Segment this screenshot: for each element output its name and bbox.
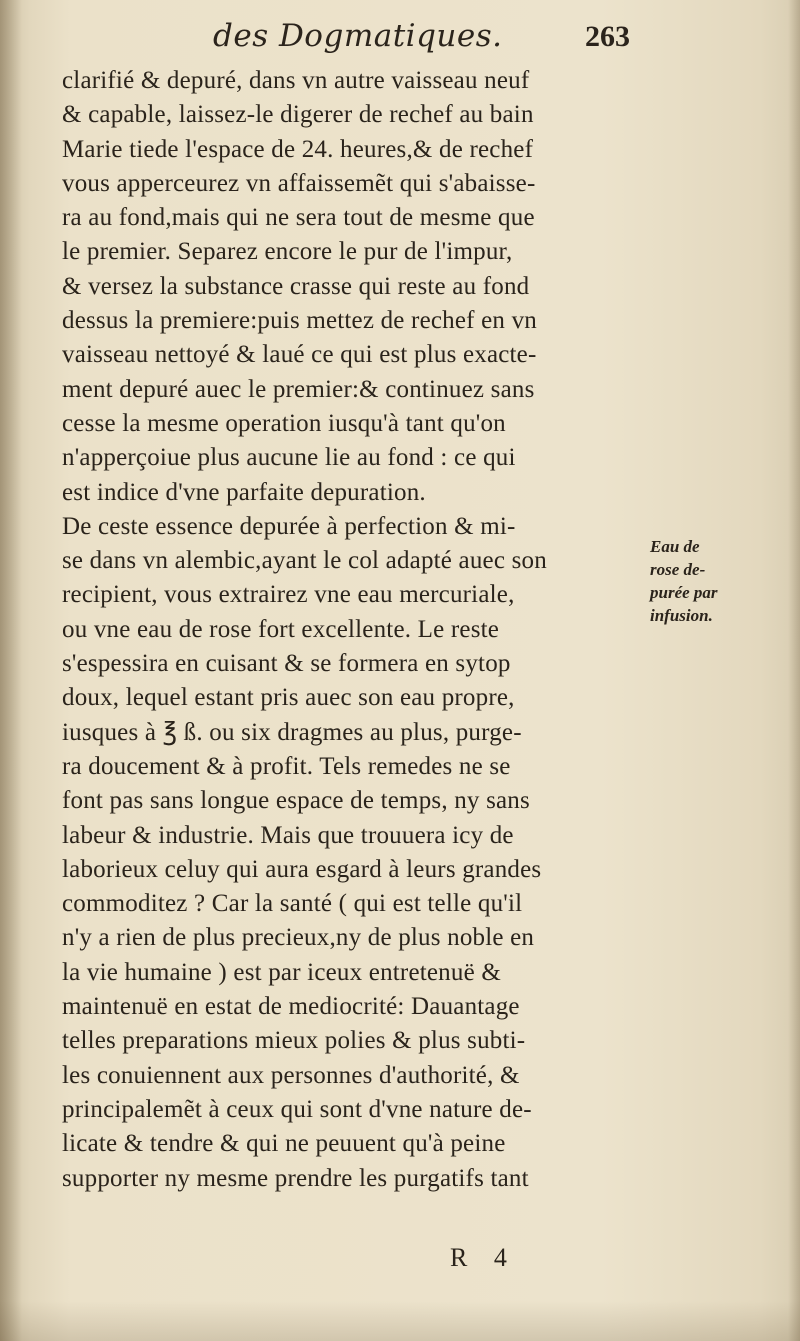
text-line: licate & tendre & qui ne peuuent qu'à peine bbox=[62, 1130, 506, 1158]
text-line: De ceste essence depurée à perfection & mi- bbox=[62, 512, 516, 540]
text-line: commoditez ? Car la santé ( qui est telle qu'il bbox=[62, 890, 523, 918]
text-line: cesse la mesme operation iusqu'à tant qu'on bbox=[62, 409, 506, 437]
text-line: le premier. Separez encore le pur de l'impur, bbox=[62, 238, 513, 266]
text-line: les conuiennent aux personnes d'authorité, & bbox=[62, 1061, 520, 1089]
text-line: ment depuré auec le premier:& continuez sans bbox=[62, 375, 535, 403]
spine-shadow bbox=[0, 0, 22, 1341]
text-line: dessus la premiere:puis mettez de rechef en vn bbox=[62, 307, 537, 335]
margin-note-line: purée par bbox=[650, 583, 718, 602]
signature-mark: R 4 bbox=[450, 1243, 517, 1272]
text-line: Marie tiede l'espace de 24. heures,& de rechef bbox=[62, 135, 534, 163]
text-line: la vie humaine ) est par iceux entretenuë & bbox=[62, 958, 501, 986]
text-line: s'espessira en cuisant & se formera en sytop bbox=[62, 650, 511, 678]
text-line: & versez la substance crasse qui reste au fond bbox=[62, 272, 530, 300]
margin-note bbox=[650, 535, 790, 627]
text-line: clarifié & depuré, dans vn autre vaisseau neuf bbox=[62, 67, 530, 94]
text-line: n'y a rien de plus precieux,ny de plus noble en bbox=[62, 924, 535, 952]
text-line: & capable, laissez-le digerer de rechef au bain bbox=[62, 101, 534, 129]
text-line: laborieux celuy qui aura esgard à leurs grandes bbox=[62, 855, 542, 883]
text-line: vaisseau nettoyé & laué ce qui est plus exacte- bbox=[62, 341, 537, 369]
text-line: n'apperçoiue plus aucune lie au fond : ce qui bbox=[62, 444, 516, 472]
text-line: font pas sans longue espace de temps, ny sans bbox=[62, 787, 530, 815]
text-line: se dans vn alembic,ayant le col adapté auec son bbox=[62, 547, 547, 575]
text-line: supporter ny mesme prendre les purgatifs tant bbox=[62, 1164, 529, 1192]
bottom-edge bbox=[0, 1301, 800, 1341]
text-line: labeur & industrie. Mais que trouuera icy de bbox=[62, 821, 514, 849]
margin-note-line: Eau de bbox=[650, 537, 700, 556]
page-number: 263 bbox=[585, 20, 630, 53]
text-line: ra doucement & à profit. Tels remedes ne se bbox=[62, 752, 511, 780]
text-line: iusques à ℥ ß. ou six dragmes au plus, purge- bbox=[62, 718, 522, 746]
text-line: doux, lequel estant pris auec son eau propre, bbox=[62, 684, 515, 712]
text-line: ou vne eau de rose fort excellente. Le reste bbox=[62, 615, 500, 643]
text-line: vous apperceurez vn affaissemẽt qui s'abaisse- bbox=[62, 169, 536, 197]
text-line: est indice d'vne parfaite depuration. bbox=[62, 478, 426, 506]
margin-note-line: rose de- bbox=[650, 560, 706, 579]
page-edge bbox=[788, 0, 800, 1341]
text-line: telles preparations mieux polies & plus subti- bbox=[62, 1027, 526, 1055]
text-line: ra au fond,mais qui ne sera tout de mesme que bbox=[62, 204, 535, 232]
text-line: maintenuë en estat de mediocrité: Dauantage bbox=[62, 993, 520, 1021]
margin-note-line: infusion. bbox=[650, 606, 713, 625]
body-text bbox=[62, 64, 642, 1196]
text-line: principalemẽt à ceux qui sont d'vne nature de- bbox=[62, 1095, 532, 1123]
running-head: des Dogmatiques. bbox=[213, 18, 503, 54]
text-line: recipient, vous extrairez vne eau mercuriale, bbox=[62, 581, 515, 609]
